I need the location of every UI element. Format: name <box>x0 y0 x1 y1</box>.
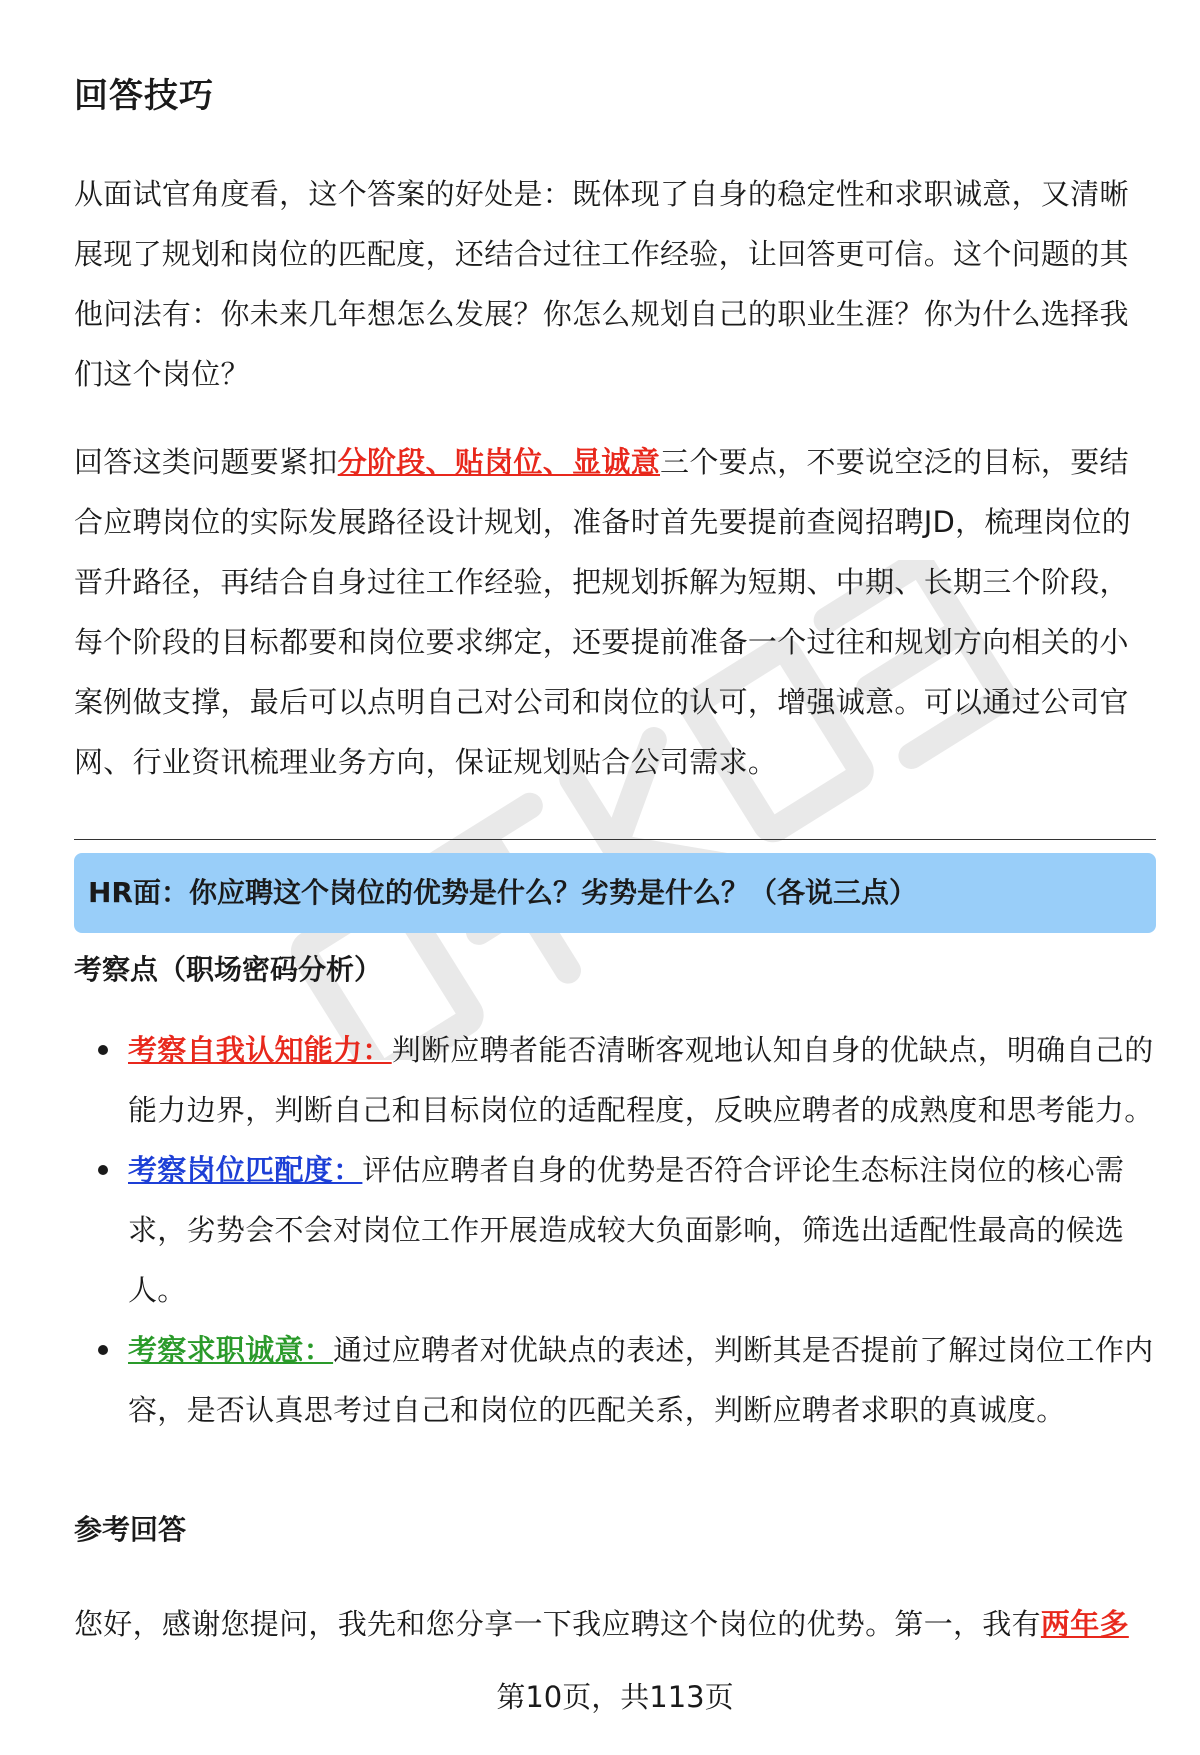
paragraph-answer-tips <box>74 432 1156 792</box>
exam-points-title: 考察点（职场密码分析） <box>74 953 383 986</box>
bullet-dot-icon <box>98 1165 108 1175</box>
section-title: 回答技巧 <box>74 76 214 116</box>
paragraph-advantages: 从面试官角度看，这个答案的好处是：既体现了自身的稳定性和求职诚意，又清晰展现了规划和岗位的匹配度，还结合过往工作经验，让回答更可信。这个问题的其他问法有：你未来几年想怎么发展？你怎么规划自己的职业生涯？你为什么选择我们这个岗位？ <box>74 177 1129 391</box>
list-item <box>74 1140 1156 1320</box>
hr-question-box <box>74 853 1156 933</box>
bullet-label: 考察岗位匹配度： <box>128 1153 363 1187</box>
bullet-text: 评估应聘者自身的优势是否符合评论生态标注岗位的核心需求，劣势会不会对岗位工作开展造成较大负面影响，筛选出适配性最高的候选人。 <box>128 1153 1125 1307</box>
section-divider <box>74 839 1156 840</box>
list-item <box>74 1320 1156 1440</box>
bullet-label: 考察自我认知能力： <box>128 1033 392 1067</box>
bullet-dot-icon <box>98 1045 108 1055</box>
hr-question-text: HR面：你应聘这个岗位的优势是什么？劣势是什么？（各说三点） <box>88 876 917 909</box>
para2-highlight: 分阶段、贴岗位、显诚意 <box>337 445 661 479</box>
reference-answer-title: 参考回答 <box>74 1513 187 1546</box>
para3-highlight: 两年多 <box>1040 1607 1129 1641</box>
paragraph-reference-answer <box>74 1594 1156 1654</box>
bullet-text: 判断应聘者能否清晰客观地认知自身的优缺点，明确自己的能力边界，判断自己和目标岗位的适配程度，反映应聘者的成熟度和思考能力。 <box>128 1033 1154 1127</box>
para3-before: 您好，感谢您提问，我先和您分享一下我应聘这个岗位的优势。第一，我有 <box>74 1607 1041 1641</box>
page-number-footer: 第10页，共113页 <box>496 1680 734 1714</box>
para2-before: 回答这类问题要紧扣 <box>74 445 338 479</box>
bullet-dot-icon <box>98 1345 108 1355</box>
list-item <box>74 1020 1156 1140</box>
bullet-text: 通过应聘者对优缺点的表述，判断其是否提前了解过岗位工作内容，是否认真思考过自己和岗位的匹配关系，判断应聘者求职的真诚度。 <box>128 1333 1154 1427</box>
para2-after: 三个要点，不要说空泛的目标，要结合应聘岗位的实际发展路径设计规划，准备时首先要提前查阅招聘JD，梳理岗位的晋升路径，再结合自身过往工作经验，把规划拆解为短期、中期、长期三个阶段，每个阶段的目标都要和岗位要求绑定，还要提前准备一个过往和规划方向相关的小案例做支撑，最后可以点明自己对公司和岗位的认可，增强诚意。可以通过公司官网、行业资讯梳理业务方向，保证规划贴合公司需求。 <box>74 445 1131 779</box>
document-page <box>74 0 1156 1755</box>
exam-points-list <box>74 1020 1156 1440</box>
bullet-label: 考察求职诚意： <box>128 1333 334 1367</box>
